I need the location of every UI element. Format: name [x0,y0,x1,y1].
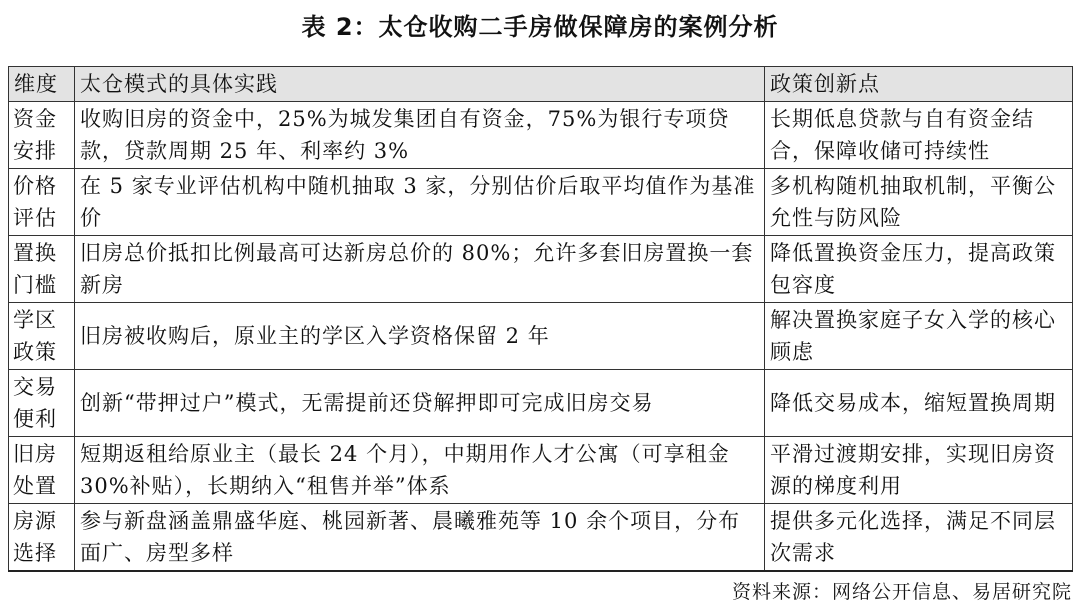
source-note: 资料来源：网络公开信息、易居研究院 [731,581,1072,603]
table-row [9,102,1073,169]
table-header-row [9,67,1073,102]
header-practice: 太仓模式的具体实践 [75,67,765,102]
row-dimension-cell: 学区政策 [9,303,75,370]
table-row [9,236,1073,303]
row-innovation-cell: 降低置换资金压力，提高政策包容度 [765,236,1073,303]
row-practice-cell: 收购旧房的资金中，25%为城发集团自有资金，75%为银行专项贷款，贷款周期 25 年、利率约 3% [75,102,765,169]
table-row [9,169,1073,236]
row-dimension-cell: 房源选择 [9,504,75,572]
table-row [9,437,1073,504]
row-practice-cell: 创新“带押过户”模式，无需提前还贷解押即可完成旧房交易 [75,370,765,437]
row-innovation-cell: 平滑过渡期安排，实现旧房资源的梯度利用 [765,437,1073,504]
row-dimension-cell: 置换门槛 [9,236,75,303]
row-innovation-cell: 多机构随机抽取机制，平衡公允性与防风险 [765,169,1073,236]
table-title: 表 2：太仓收购二手房做保障房的案例分析 [301,13,779,41]
row-dimension-cell: 交易便利 [9,370,75,437]
header-innovation: 政策创新点 [765,67,1073,102]
row-practice-cell: 在 5 家专业评估机构中随机抽取 3 家，分别估价后取平均值作为基准价 [75,169,765,236]
row-innovation-cell: 提供多元化选择，满足不同层次需求 [765,504,1073,572]
row-dimension-cell: 价格评估 [9,169,75,236]
row-innovation-cell: 降低交易成本，缩短置换周期 [765,370,1073,437]
row-dimension-cell: 资金安排 [9,102,75,169]
row-practice-cell: 旧房总价抵扣比例最高可达新房总价的 80%；允许多套旧房置换一套新房 [75,236,765,303]
row-dimension-cell: 旧房处置 [9,437,75,504]
row-innovation-cell: 长期低息贷款与自有资金结合，保障收储可持续性 [765,102,1073,169]
table-row [9,504,1073,572]
case-analysis-table [8,66,1073,572]
row-practice-cell: 旧房被收购后，原业主的学区入学资格保留 2 年 [75,303,765,370]
table-row [9,303,1073,370]
row-innovation-cell: 解决置换家庭子女入学的核心顾虑 [765,303,1073,370]
row-practice-cell: 短期返租给原业主（最长 24 个月），中期用作人才公寓（可享租金 30%补贴），长期纳入“租售并举”体系 [75,437,765,504]
header-dimension: 维度 [9,67,75,102]
row-practice-cell: 参与新盘涵盖鼎盛华庭、桃园新著、晨曦雅苑等 10 余个项目，分布面广、房型多样 [75,504,765,572]
table-row [9,370,1073,437]
